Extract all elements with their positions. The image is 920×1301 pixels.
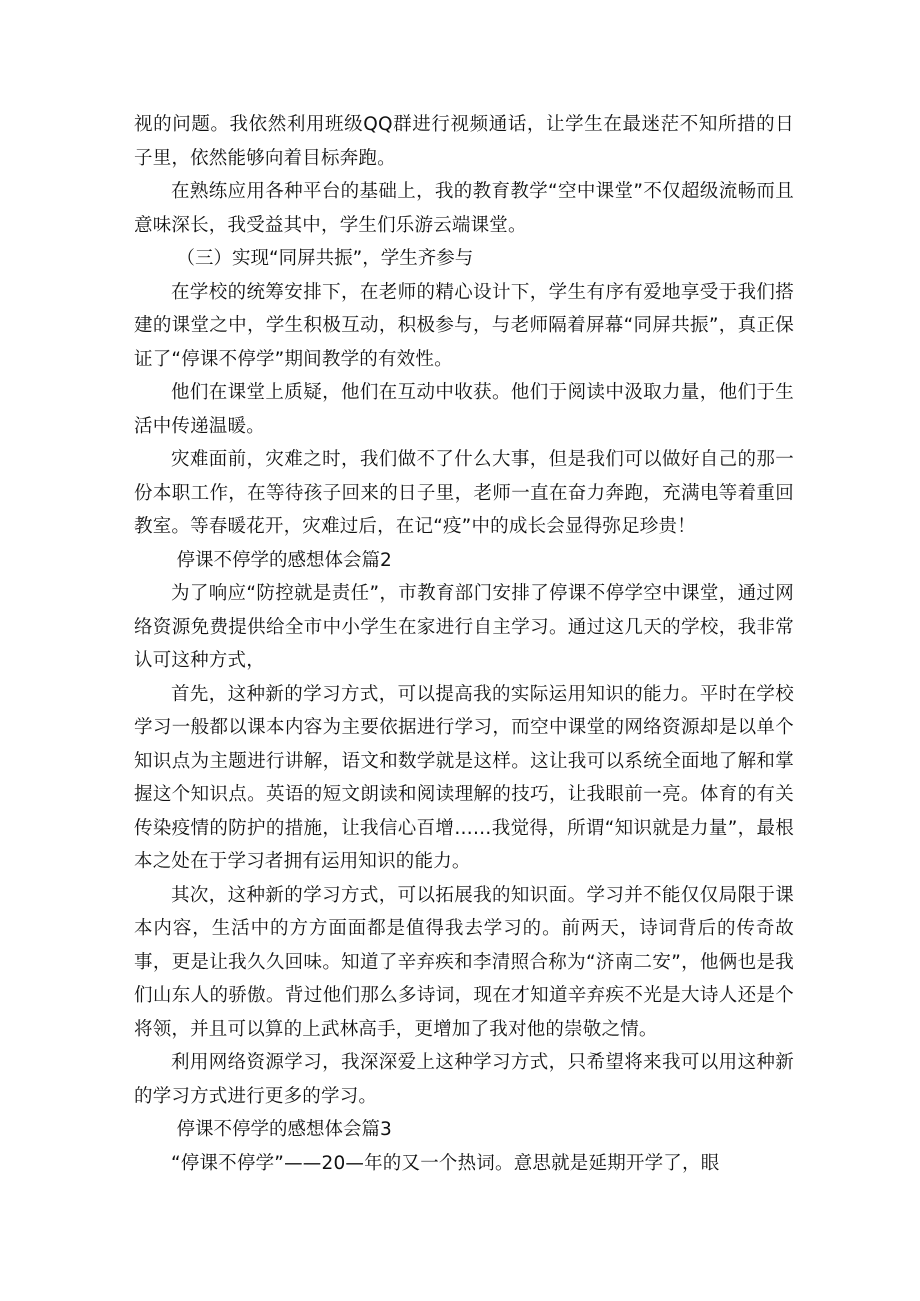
paragraph-6: 灾难面前，灾难之时，我们做不了什么大事，但是我们可以做好自己的那一份本职工作，在等待孩子回来的日子里，老师一直在奋力奔跑，充满电等着重回教室。等春暖花开，灾难过后，在记“疫”中的成长会显得弥足珍贵！: [134, 449, 794, 537]
paragraph-4: 在学校的统筹安排下，在老师的精心设计下，学生有序有爱地享受于我们搭建的课堂之中，学生积极互动，积极参与，与老师隔着屏幕“同屏共振”，真正保证了“停课不停学”期间教学的有效性。: [134, 281, 794, 370]
paragraph-5: 他们在课堂上质疑，他们在互动中收获。他们于阅读中汲取力量，他们于生活中传递温暖。: [134, 382, 794, 437]
paragraph-2: 在熟练应用各种平台的基础上，我的教育教学“空中课堂”不仅超级流畅而且意味深长，我受益其中，学生们乐游云端课堂。: [134, 181, 794, 236]
section-heading-3: （三）实现“同屏共振”，学生齐参与: [176, 248, 474, 269]
paragraph-1: 视的问题。我依然利用班级QQ群进行视频通话，让学生在最迷茫不知所措的日子里，依然能够向着目标奔跑。: [134, 114, 794, 169]
paragraph-11: “停课不停学”——20—年的又一个热词。意思就是延期开学了，眼: [171, 1152, 720, 1174]
article-heading-3: 停课不停学的感想体会篇3: [176, 1119, 392, 1140]
document-page: [134, 108, 794, 1180]
paragraph-9: 其次，这种新的学习方式，可以拓展我的知识面。学习并不能仅仅局限于课本内容，生活中的方方面面都是值得我去学习的。前两天，诗词背后的传奇故事，更是让我久久回味。知道了辛弃疾和李清照合称为“济南二安”，他俩也是我们山东人的骄傲。背过他们那么多诗词，现在才知道辛弃疾不光是大诗人还是个将领，并且可以算的上武林高手，更增加了我对他的崇敬之情。: [134, 884, 794, 1040]
paragraph-8: 首先，这种新的学习方式，可以提高我的实际运用知识的能力。平时在学校学习一般都以课本内容为主要依据进行学习，而空中课堂的网络资源却是以单个知识点为主题进行讲解，语文和数学就是这样。这让我可以系统全面地了解和掌握这个知识点。英语的短文朗读和阅读理解的技巧，让我眼前一亮。体育的有关传染疫情的防护的措施，让我信心百增……我觉得，所谓“知识就是力量”，最根本之处在于学习者拥有运用知识的能力。: [134, 683, 794, 872]
paragraph-7: 为了响应“防控就是责任”，市教育部门安排了停课不停学空中课堂，通过网络资源免费提供给全市中小学生在家进行自主学习。通过这几天的学校，我非常认可这种方式，: [134, 583, 794, 671]
article-heading-2: 停课不停学的感想体会篇2: [176, 549, 392, 571]
paragraph-10: 利用网络资源学习，我深深爱上这种学习方式，只希望将来我可以用这种新的学习方式进行更多的学习。: [134, 1052, 794, 1107]
